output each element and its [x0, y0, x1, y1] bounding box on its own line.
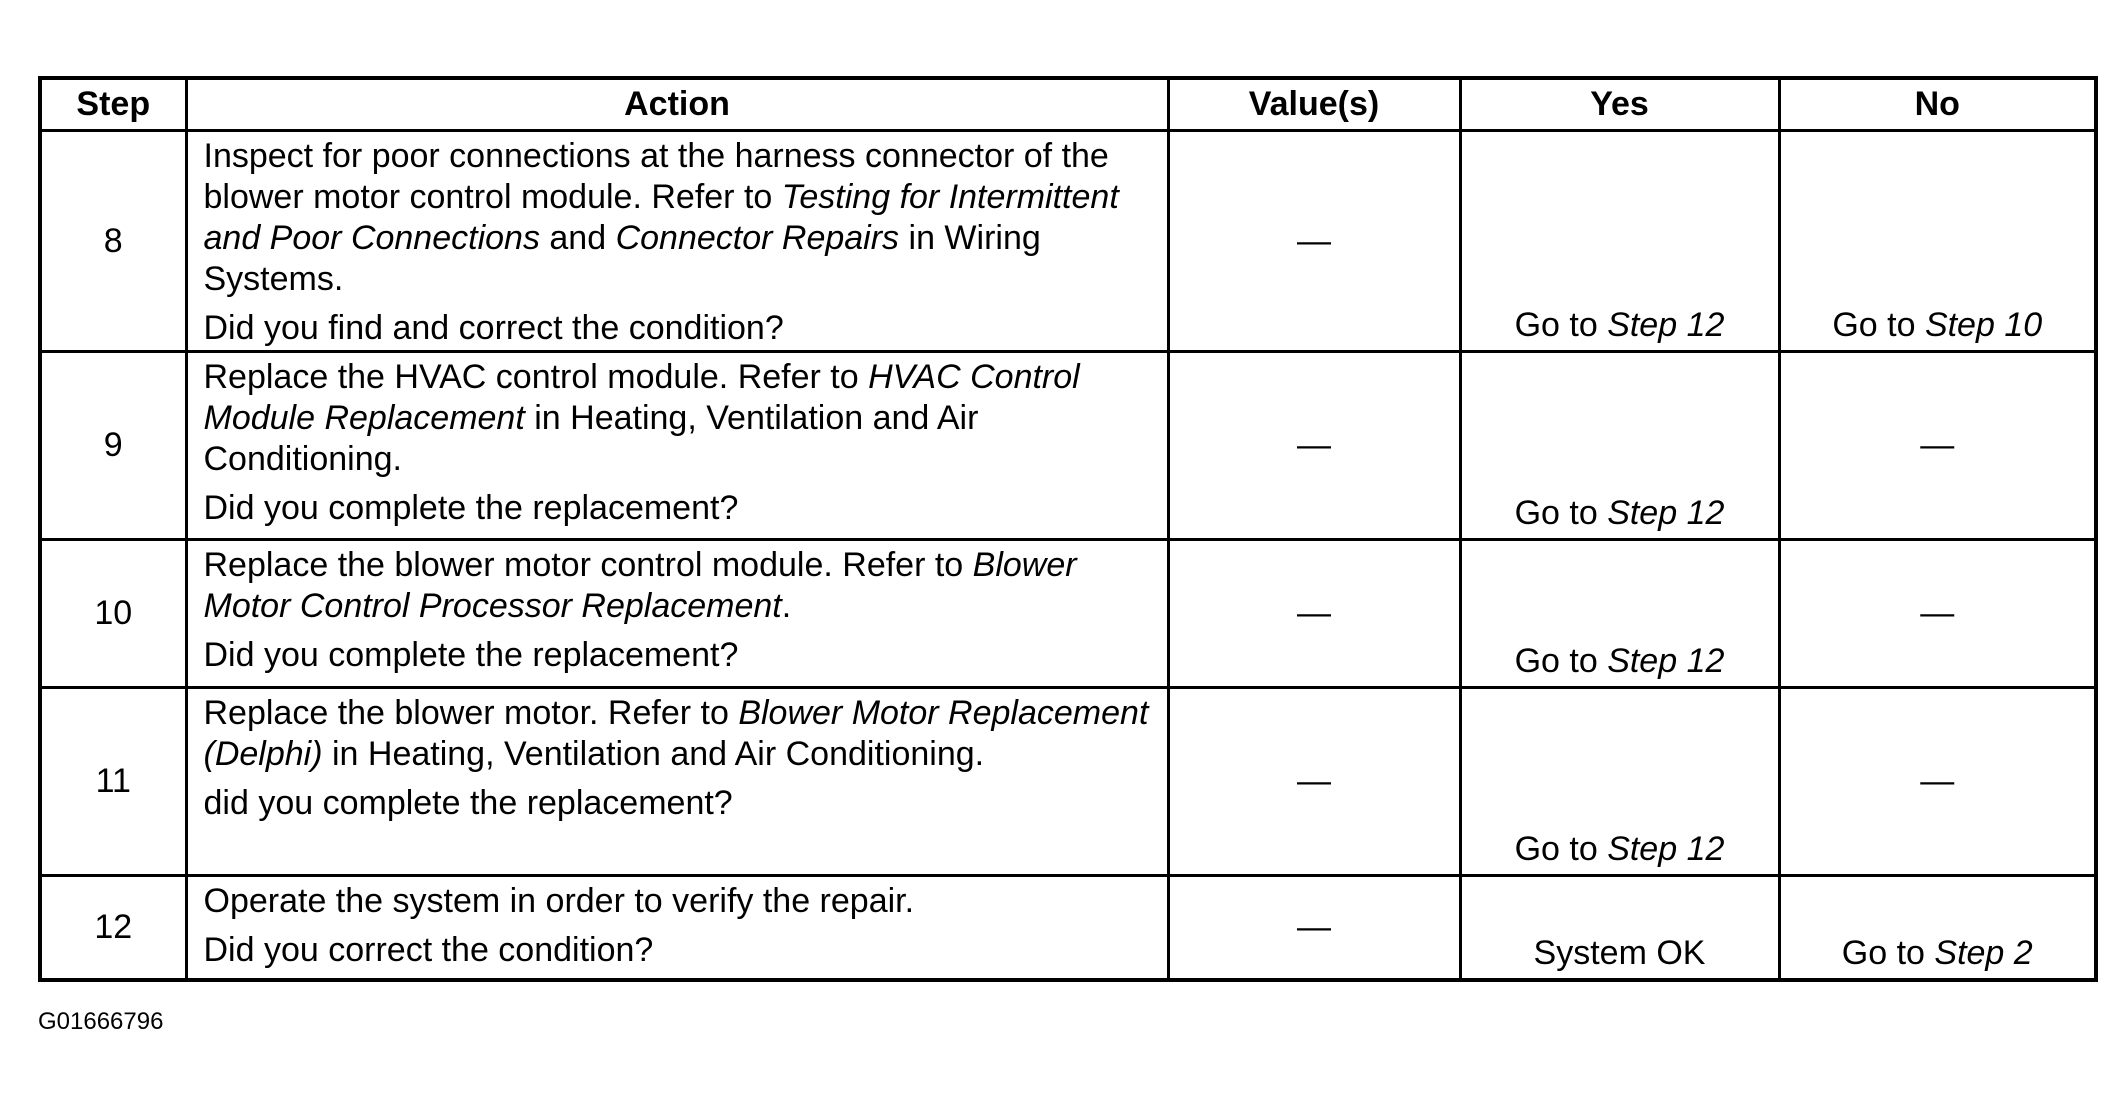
table-row [40, 688, 2096, 876]
action-question: Did you complete the replacement? [203, 489, 739, 527]
header-row [40, 78, 2096, 131]
table-row [40, 131, 2096, 352]
values-cell: — [1168, 876, 1460, 980]
action-cell [186, 131, 1168, 352]
action-instruction: Inspect for poor connections at the harness connector of the blower motor control module. Refer to Testing for Intermittent and Poor Connections and Connector Repairs in Wiring Systems. [203, 137, 1119, 298]
action-instruction: Replace the blower motor. Refer to Blower Motor Replacement (Delphi) in Heating, Ventilation and Air Conditioning. [203, 694, 1149, 773]
values-cell: — [1168, 352, 1460, 540]
action-instruction: Replace the HVAC control module. Refer to HVAC Control Module Replacement in Heating, Ventilation and Air Conditioning. [203, 358, 1080, 478]
yes-cell: Go to Step 12 [1460, 131, 1779, 352]
action-instruction: Operate the system in order to verify the repair. [203, 882, 915, 920]
step-number: 11 [40, 688, 186, 876]
values-cell: — [1168, 688, 1460, 876]
values-cell: — [1168, 131, 1460, 352]
action-question: Did you find and correct the condition? [203, 309, 784, 347]
action-cell [186, 352, 1168, 540]
no-cell: — [1779, 352, 2096, 540]
table-row [40, 540, 2096, 688]
step-number: 9 [40, 352, 186, 540]
no-cell: — [1779, 688, 2096, 876]
no-cell: — [1779, 540, 2096, 688]
step-number: 10 [40, 540, 186, 688]
action-cell [186, 688, 1168, 876]
action-cell [186, 540, 1168, 688]
table-row [40, 876, 2096, 980]
yes-cell: Go to Step 12 [1460, 352, 1779, 540]
yes-cell: Go to Step 12 [1460, 688, 1779, 876]
action-instruction: Replace the blower motor control module. Refer to Blower Motor Control Processor Replacement. [203, 546, 1077, 625]
step-number: 8 [40, 131, 186, 352]
figure-id: G01666796 [38, 1008, 164, 1035]
yes-cell: Go to Step 12 [1460, 540, 1779, 688]
action-cell [186, 876, 1168, 980]
table-row [40, 352, 2096, 540]
header-no: No [1779, 78, 2096, 131]
action-question: did you complete the replacement? [203, 784, 733, 822]
header-action: Action [186, 78, 1168, 131]
action-question: Did you correct the condition? [203, 931, 654, 969]
header-yes: Yes [1460, 78, 1779, 131]
action-question: Did you complete the replacement? [203, 636, 739, 674]
no-cell: Go to Step 2 [1779, 876, 2096, 980]
diagnostic-table [38, 76, 2098, 982]
yes-cell: System OK [1460, 876, 1779, 980]
values-cell: — [1168, 540, 1460, 688]
header-step: Step [40, 78, 186, 131]
header-values: Value(s) [1168, 78, 1460, 131]
step-number: 12 [40, 876, 186, 980]
no-cell: Go to Step 10 [1779, 131, 2096, 352]
